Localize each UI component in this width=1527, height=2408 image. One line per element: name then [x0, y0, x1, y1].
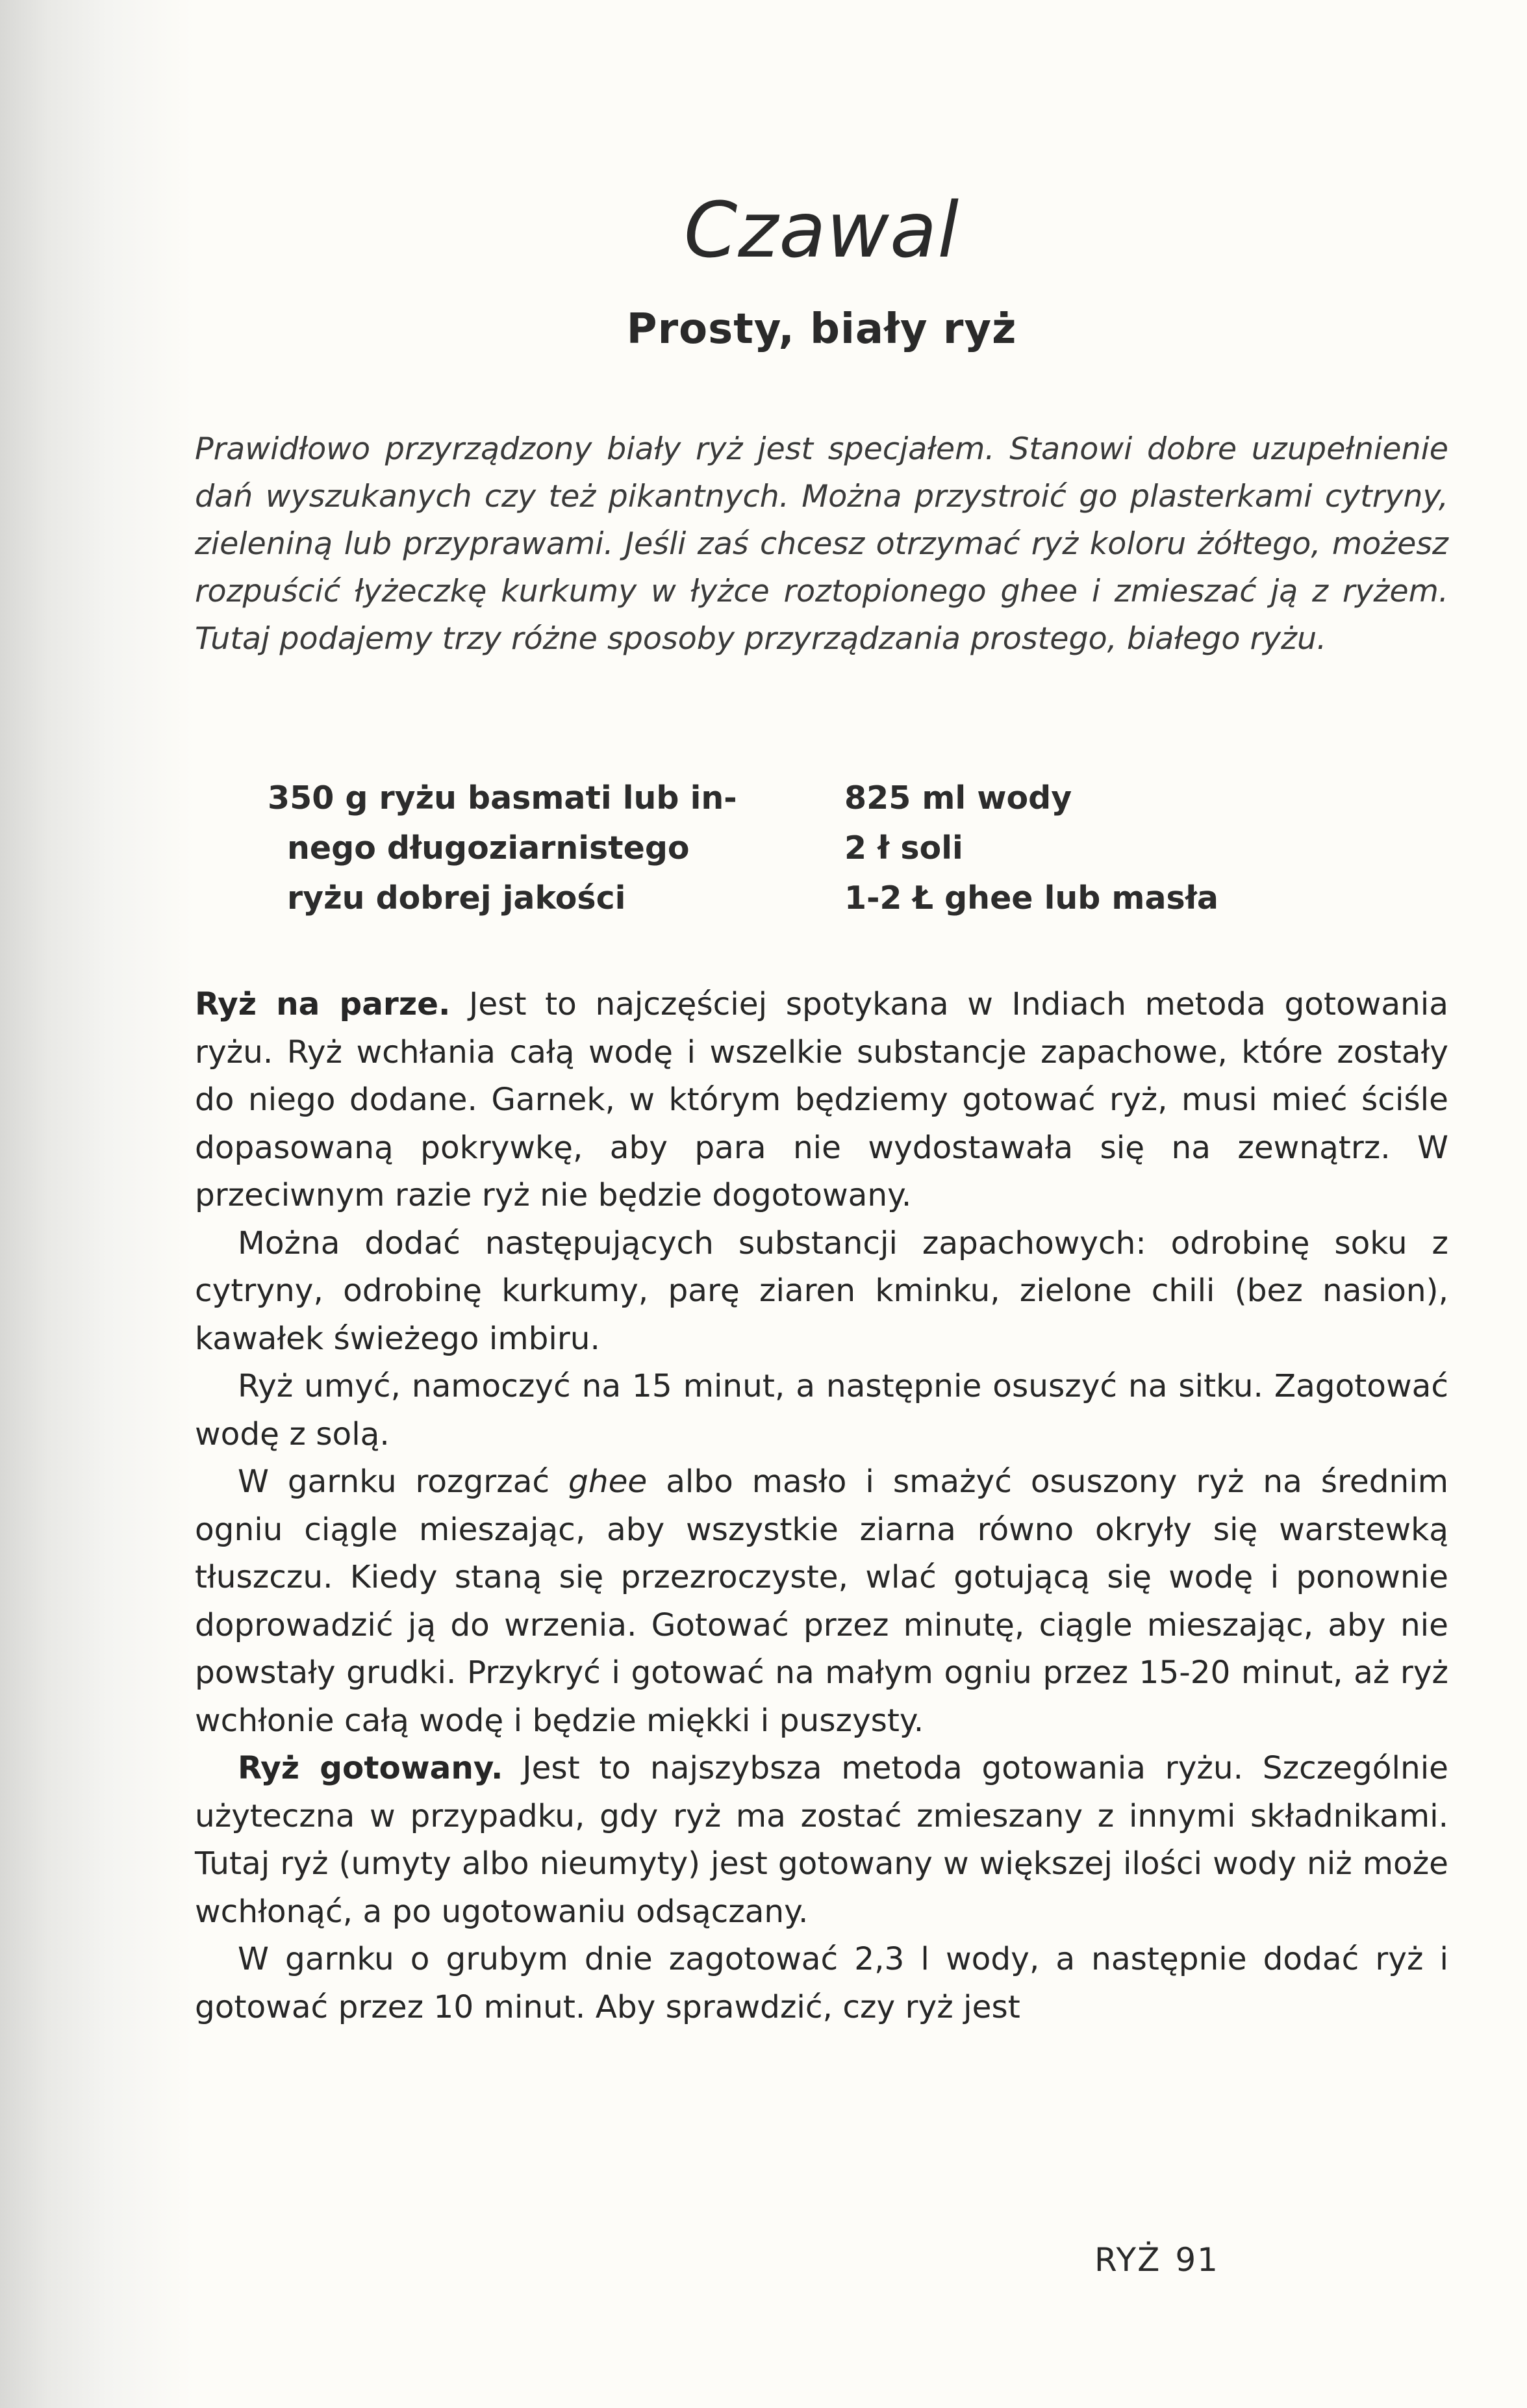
ingredient-line: 350 g ryżu basmati lub in-	[268, 779, 737, 817]
steamed-paragraph-4	[195, 1458, 1448, 1745]
boiled-heading: Ryż gotowany.	[238, 1750, 503, 1786]
recipe-subtitle: Prosty, biały ryż	[626, 305, 1017, 353]
boiled-text-1: Jest to najszybsza metoda gotowania ryżu. Szczególnie użyteczna w przypadku, gdy ryż ma zostać zmieszany z innymi składnikami. Tutaj ryż (umyty albo nieumyty) jest gotowany w większej ilości wody niż może wchłonąć, a po ugotowaniu odsączany.	[195, 1750, 1449, 1930]
boiled-paragraph-1	[195, 1745, 1448, 1936]
ingredients-left-column	[268, 773, 787, 923]
ghee-emphasis: ghee	[568, 1464, 648, 1500]
ingredients-right-column	[844, 773, 1429, 923]
ingredient-line: ryżu dobrej jakości	[287, 880, 626, 917]
steamed-paragraph-1	[195, 981, 1448, 1220]
ingredient-line: 1-2 Ł ghee lub masła	[844, 880, 1218, 917]
steamed-text-1: Jest to najczęściej spotykana w Indiach metoda gotowania ryżu. Ryż wchłania całą wodę i wszelkie substancje zapachowe, które zostały do niego dodane. Garnek, w którym będziemy gotować ryż, musi mieć ściśle dopasowaną pokrywkę, aby para nie wydostawała się na zewnątrz. W przeciwnym razie ryż nie będzie dogotowany.	[195, 986, 1448, 1213]
intro-paragraph: Prawidłowo przyrządzony biały ryż jest specjałem. Stanowi dobre uzupełnienie dań wyszukanych czy też pikantnych. Można przystroić go plasterkami cytryny, zieleniną lub przyprawami. Jeśli zaś chcesz otrzymać ryż koloru żółtego, możesz rozpuścić łyżeczkę kurkumy w łyżce roztopionego ghee i zmieszać ją z ryżem. Tutaj podajemy trzy różne sposoby przyrządzania prostego, białego ryżu.	[195, 431, 1448, 657]
ingredient-line: 2 ł soli	[844, 830, 963, 867]
steamed-paragraph-3: Ryż umyć, namoczyć na 15 minut, a następnie osuszyć na sitku. Zagotować wodę z solą.	[195, 1368, 1448, 1452]
recipe-title: Czawal	[683, 185, 960, 275]
running-section-title: RYŻ	[1094, 2241, 1161, 2279]
ingredient-line: nego długoziarnistego	[287, 830, 690, 867]
page-footer	[1094, 2241, 1219, 2279]
page-number: 91	[1175, 2241, 1219, 2279]
ingredient-line: 825 ml wody	[844, 779, 1072, 817]
boiled-paragraph-2: W garnku o grubym dnie zagotować 2,3 l wody, a następnie dodać ryż i gotować przez 10 minut. Aby sprawdzić, czy ryż jest	[195, 1941, 1448, 2025]
steamed-text-4a: W garnku rozgrzać	[238, 1464, 569, 1500]
steamed-text-4b: albo masło i smażyć osuszony ryż na średnim ogniu ciągle mieszając, aby wszystkie ziarna równo okryły się warstewką tłuszczu. Kiedy staną się przezroczyste, wlać gotującą się wodę i ponownie doprowadzić ją do wrzenia. Gotować przez minutę, ciągle mieszając, aby nie powstały grudki. Przykryć i gotować na małym ogniu przez 15-20 minut, aż ryż wchłonie całą wodę i będzie miękki i puszysty.	[195, 1464, 1448, 1739]
steamed-heading: Ryż na parze.	[195, 986, 451, 1022]
method-text	[195, 981, 1448, 2031]
ingredients-list	[195, 773, 1448, 929]
binding-shadow	[0, 0, 195, 2408]
steamed-paragraph-2: Można dodać następujących substancji zapachowych: odrobinę soku z cytryny, odrobinę kurkumy, parę ziaren kminku, zielone chili (bez nasion), kawałek świeżego imbiru.	[195, 1224, 1448, 1357]
